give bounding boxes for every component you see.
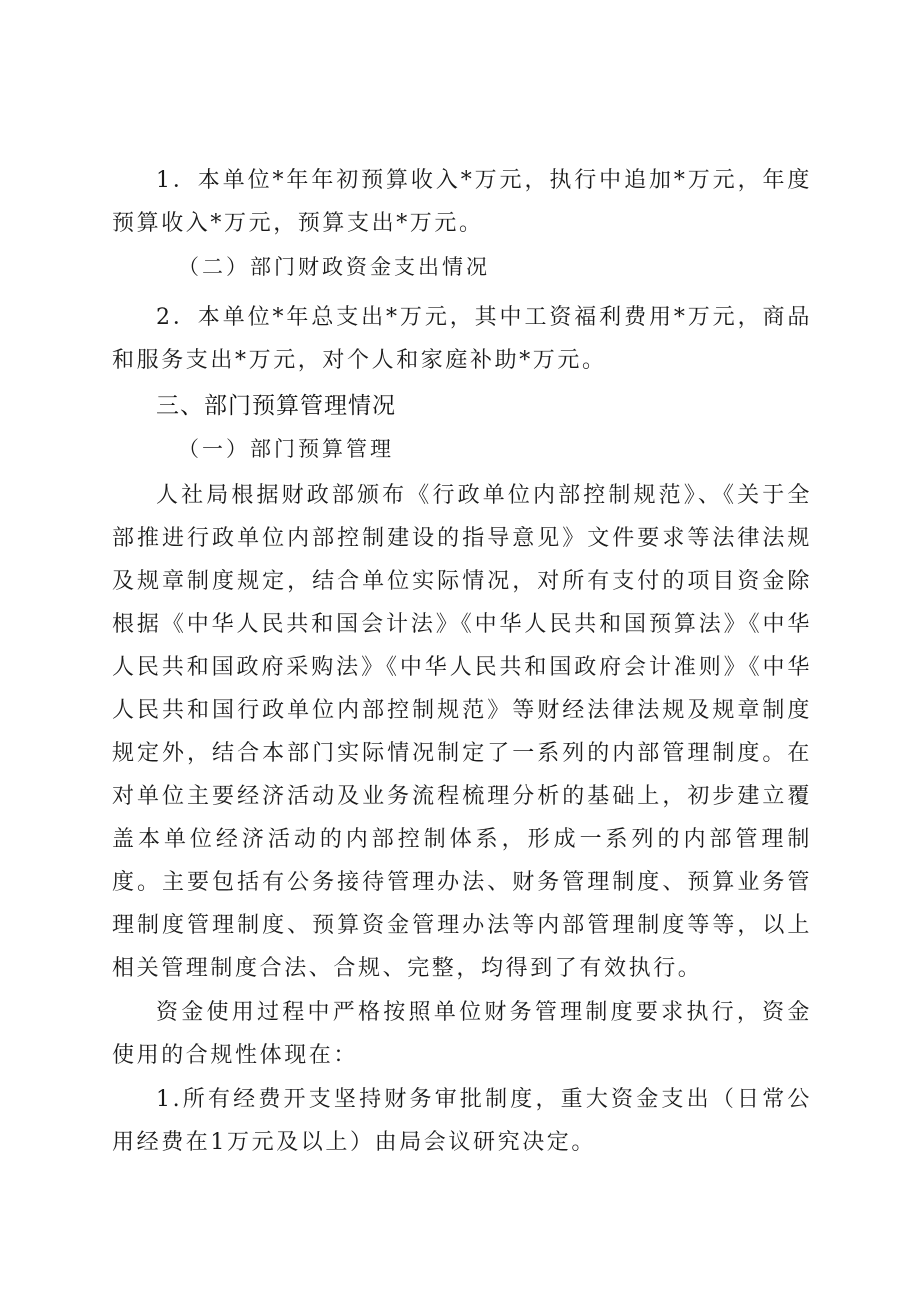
paragraph-internal-control: 人社局根据财政部颁布《行政单位内部控制规范》、《关于全部推进行政单位内部控制建设的指导意见》文件要求等法律法规及规章制度规定，结合单位实际情况，对所有支付的项目资金除根据《中华人民共和国会计法》《中华人民共和国预算法》《中华人民共和国政府采购法》《中华人民共和国政府会计准则》《中华人民共和国行政单位内部控制规范》等财经法律法规及规章制度规定外，结合本部门实际情况制定了一系列的内部管理制度。在对单位主要经济活动及业务流程梳理分析的基础上，初步建立覆盖本单位经济活动的内部控制体系，形成一系列的内部管理制度。主要包括有公务接待管理办法、财务管理制度、预算业务管理制度管理制度、预算资金管理办法等内部管理制度等等，以上相关管理制度合法、合规、完整，均得到了有效执行。 xyxy=(112,483,812,981)
paragraph-fund-usage: 资金使用过程中严格按照单位财务管理制度要求执行，资金使用的合规性体现在： xyxy=(112,1000,812,1068)
subheading-fiscal-expenditure: （二）部门财政资金支出情况 xyxy=(178,255,490,279)
section-heading-budget-management: 三、部门预算管理情况 xyxy=(156,393,396,419)
paragraph-total-expenditure: 2．本单位*年总支出*万元，其中工资福利费用*万元，商品和服务支出*万元，对个人和家庭补助*万元。 xyxy=(112,305,812,373)
subheading-budget-management: （一）部门预算管理 xyxy=(178,437,394,461)
paragraph-approval-rule: 1.所有经费开支坚持财务审批制度，重大资金支出（日常公用经费在1万元及以上）由局会议研究决定。 xyxy=(112,1087,812,1155)
paragraph-budget-income: 1．本单位*年年初预算收入*万元，执行中追加*万元，年度预算收入*万元，预算支出*万元。 xyxy=(112,168,812,236)
